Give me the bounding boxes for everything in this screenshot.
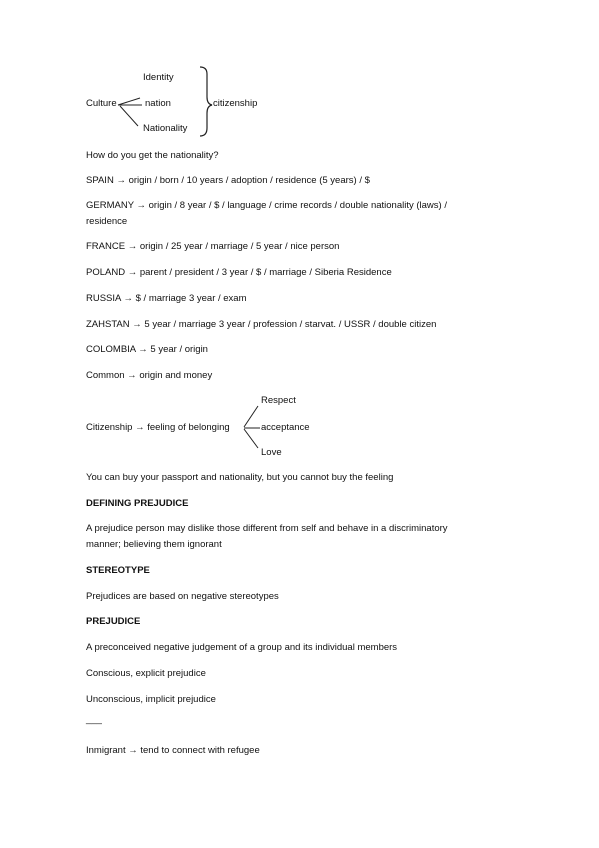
diagram1-root: Culture xyxy=(86,98,117,109)
explicit-prejudice: Conscious, explicit prejudice xyxy=(86,668,206,679)
right-brace xyxy=(200,67,212,136)
connector-culture-identity xyxy=(118,98,140,105)
connector-love xyxy=(244,429,258,448)
diagram2-root: Citizenship → feeling of belonging xyxy=(86,422,230,433)
country-france: FRANCE → origin / 25 year / marriage / 5 year / nice person xyxy=(86,241,340,252)
defining-text-2: manner; believing them ignorant xyxy=(86,539,222,550)
heading-stereotype: STEREOTYPE xyxy=(86,565,150,576)
diagram1-item-nationality: Nationality xyxy=(143,123,188,134)
common-line: Common → origin and money xyxy=(86,370,213,381)
country-germany: GERMANY → origin / 8 year / $ / language / crime records / double nationality (laws) / xyxy=(86,200,447,211)
country-russia: RUSSIA → $ / marriage 3 year / exam xyxy=(86,293,247,304)
country-poland: POLAND → parent / president / 3 year / $ / marriage / Siberia Residence xyxy=(86,267,392,278)
defining-text-1: A prejudice person may dislike those different from self and behave in a discriminatory xyxy=(86,523,448,534)
connector-culture-nationality xyxy=(120,106,138,126)
feeling-line: You can buy your passport and nationality, but you cannot buy the feeling xyxy=(86,472,394,483)
country-zahstan: ZAHSTAN → 5 year / marriage 3 year / profession / starvat. / USSR / double citizen xyxy=(86,319,437,330)
diagram1-result: citizenship xyxy=(213,98,258,109)
implicit-prejudice: Unconscious, implicit prejudice xyxy=(86,694,216,705)
question: How do you get the nationality? xyxy=(86,150,219,161)
diagram1-item-nation: nation xyxy=(145,98,171,109)
country-spain: SPAIN → origin / born / 10 years / adoption / residence (5 years) / $ xyxy=(86,175,370,186)
heading-defining-prejudice: DEFINING PREJUDICE xyxy=(86,498,189,509)
diagram2-item-respect: Respect xyxy=(261,395,296,406)
divider-line: ___ xyxy=(86,714,102,725)
diagram2-item-acceptance: acceptance xyxy=(261,422,310,433)
prejudice-text: A preconceived negative judgement of a group and its individual members xyxy=(86,642,398,653)
stereotype-text: Prejudices are based on negative stereotypes xyxy=(86,591,279,602)
country-colombia: COLOMBIA → 5 year / origin xyxy=(86,344,208,355)
country-germany-cont: residence xyxy=(86,216,128,227)
inmigrant-line: Inmigrant → tend to connect with refugee xyxy=(86,745,260,756)
connector-respect xyxy=(244,406,258,427)
heading-prejudice: PREJUDICE xyxy=(86,616,141,627)
diagram1-item-identity: Identity xyxy=(143,72,174,83)
diagram2-item-love: Love xyxy=(261,447,282,458)
